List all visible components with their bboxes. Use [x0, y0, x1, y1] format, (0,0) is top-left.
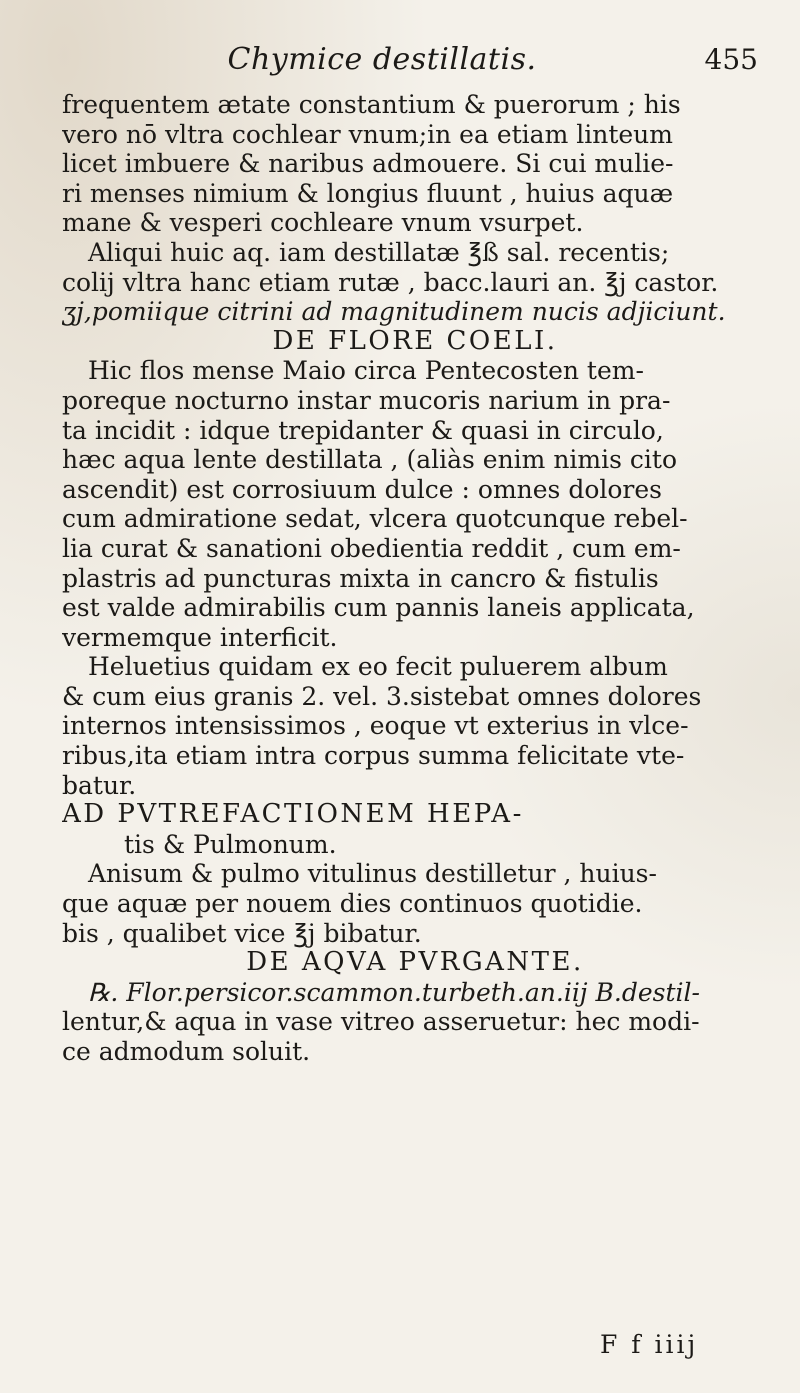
- text-line: mane & vesperi cochleare vnum vsurpet.: [62, 208, 584, 238]
- section-heading-aqua-purgante: DE AQVA PVRGANTE.: [246, 948, 584, 978]
- text-line: bis , qualibet vice ℥j bibatur.: [62, 918, 422, 948]
- text-line: colij vltra hanc etiam rutæ , bacc.lauri an. ℥j castor.: [62, 267, 719, 297]
- text-line: internos intensissimos , eoque vt exterius in vlce-: [62, 711, 689, 741]
- text-line: batur.: [62, 770, 137, 800]
- text-line: vermemque interficit.: [62, 622, 338, 652]
- text-line: licet imbuere & naribus admouere. Si cui mulie-: [62, 149, 674, 179]
- text-line: lia curat & sanationi obedientia reddit , cum em-: [62, 533, 681, 563]
- text-line: ce admodum soluit.: [62, 1037, 311, 1066]
- text-line: Aliqui huic aq. iam destillatæ ℥ß sal. recentis;: [88, 237, 670, 267]
- text-line: Anisum & pulmo vitulinus destilletur , huius-: [88, 859, 657, 889]
- text-line: est valde admirabilis cum pannis laneis applicata,: [62, 593, 695, 623]
- text-line: ʒj,pomiique citrini ad magnitudinem nucis adjiciunt.: [62, 297, 726, 327]
- text-line: ta incidit : idque trepidanter & quasi in circulo,: [62, 415, 664, 445]
- text-line: Hic flos mense Maio circa Pentecosten tem-: [88, 356, 644, 386]
- text-line: Heluetius quidam ex eo fecit puluerem album: [88, 652, 668, 682]
- page-number: 455: [704, 43, 758, 76]
- section-heading-putrefactionem: AD PVTREFACTIONEM HEPA-: [62, 800, 524, 830]
- text-line: cum admiratione sedat, vlcera quotcunque rebel-: [62, 504, 688, 534]
- text-line: hæc aqua lente destillata , (aliàs enim nimis cito: [62, 445, 677, 475]
- text-line: vero nō vltra cochlear vnum;in ea etiam linteum: [62, 119, 673, 149]
- section-heading-continuation: tis & Pulmonum.: [124, 829, 337, 859]
- text-line: ascendit) est corrosiuum dulce : omnes dolores: [62, 474, 662, 504]
- text-line: lentur,& aqua in vase vitreo asseruetur: hec modi-: [62, 1007, 700, 1037]
- text-line: ri menses nimium & longius fluunt , huius aquæ: [62, 178, 674, 208]
- text-line: que aquæ per nouem dies continuos quotidie.: [62, 889, 643, 919]
- running-title: Chymice destillatis.: [227, 42, 537, 77]
- text-line: ℞. Flor.persicor.scammon.turbeth.an.iij B.destil-: [88, 977, 700, 1007]
- text-line: frequentem ætate constantium & puerorum ; his: [62, 90, 681, 119]
- section-heading-flore-coeli: DE FLORE COELI.: [272, 326, 558, 356]
- text-line: poreque nocturno instar mucoris narium in pra-: [62, 385, 671, 415]
- signature-mark: F f iiij: [600, 1330, 699, 1359]
- body-text: [62, 90, 768, 1067]
- text-line: ribus,ita etiam intra corpus summa felicitate vte-: [62, 741, 685, 771]
- text-line: plastris ad puncturas mixta in cancro & fistulis: [62, 563, 659, 593]
- page-header: [126, 40, 758, 84]
- text-line: & cum eius granis 2. vel. 3.sistebat omnes dolores: [62, 681, 702, 711]
